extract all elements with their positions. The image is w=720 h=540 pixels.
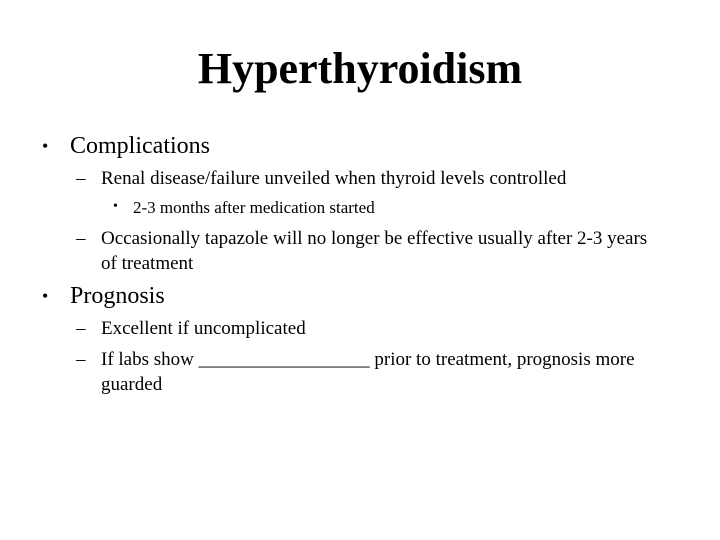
sub-sub-item-text: 2-3 months after medication started	[133, 198, 375, 217]
dash-icon: –	[76, 349, 86, 370]
sub-item-text: Renal disease/failure unveiled when thyroid levels controlled	[101, 168, 567, 189]
sub-item-renal	[76, 166, 676, 191]
sub-item-excellent	[76, 316, 676, 341]
sub-item-text: If labs show __________________ prior to treatment, prognosis more guarded	[101, 349, 635, 395]
section-heading: Prognosis	[70, 283, 165, 309]
bullet-icon: •	[42, 136, 49, 156]
slide-title: Hyperthyroidism	[197, 44, 523, 93]
bullet-icon: •	[42, 286, 49, 306]
sub-item-labs	[76, 347, 676, 397]
dash-icon: –	[76, 168, 86, 189]
section-heading: Complications	[70, 133, 210, 159]
sub-item-text: Occasionally tapazole will no longer be effective usually after 2-3 years of treatment	[101, 228, 648, 274]
dash-icon: –	[76, 228, 86, 249]
sub-item-text: Excellent if uncomplicated	[101, 318, 306, 339]
dash-icon: –	[76, 318, 86, 339]
bullet-icon: •	[113, 199, 118, 214]
sub-item-tapazole	[76, 226, 676, 276]
